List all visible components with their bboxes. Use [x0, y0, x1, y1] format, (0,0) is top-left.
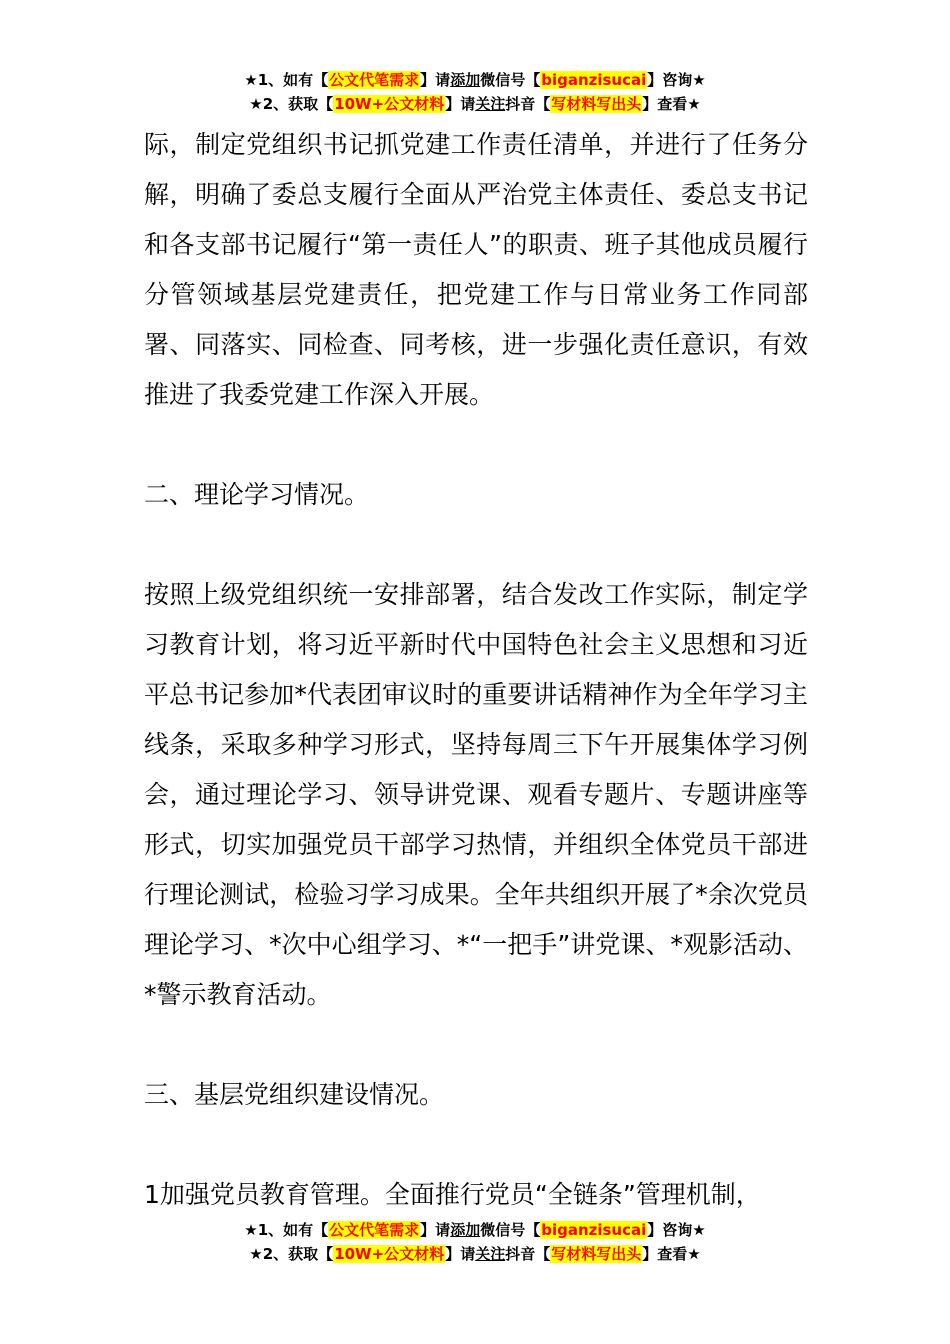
promo-highlight: 公文代笔需求: [329, 71, 420, 89]
promo-text: 】咨询★: [647, 71, 706, 89]
paragraph-spacer: [144, 1020, 808, 1070]
promo-text: ★2、获取【: [249, 1245, 334, 1263]
promo-text: 微信号【: [480, 1221, 541, 1239]
promo-highlight: biganzisucai: [541, 1221, 647, 1239]
promo-text: 抖音【: [505, 95, 551, 113]
paragraph-spacer: [144, 520, 808, 570]
promo-text: ★2、获取【: [249, 95, 334, 113]
promo-highlight: 10W+公文材料: [334, 95, 445, 113]
promo-text: 抖音【: [505, 1245, 551, 1263]
promo-text: ★1、如有【: [244, 71, 329, 89]
promo-highlight: 写材料写出头: [551, 1245, 642, 1263]
promo-banner-top: [0, 68, 950, 116]
promo-highlight: biganzisucai: [541, 71, 647, 89]
paragraph-spacer: [144, 1120, 808, 1170]
document-body: [144, 120, 808, 1220]
paragraph-spacer: [144, 420, 808, 470]
section-heading-grassroots: 三、基层党组织建设情况。: [144, 1080, 445, 1109]
paragraph-theory-study: 按照上级党组织统一安排部署，结合发改工作实际，制定学习教育计划，将习近平新时代中国特色社会主义思想和习近平总书记参加*代表团审议时的重要讲话精神作为全年学习主线条，采取多种学习形式，坚持每周三下午开展集体学习例会，通过理论学习、领导讲党课、观看专题片、专题讲座等形式，切实加强党员干部学习热情，并组织全体党员干部进行理论测试，检验习学习成果。全年共组织开展了*余次党员理论学习、*次中心组学习、*“一把手”讲党课、*观影活动、*警示教育活动。: [144, 580, 808, 1009]
promo-text: 】请: [420, 1221, 451, 1239]
promo-banner-bottom: [0, 1218, 950, 1266]
promo-text: 】查看★: [642, 95, 701, 113]
promo-line-2: [0, 92, 950, 116]
promo-text: 】请: [420, 71, 451, 89]
promo-text: 】请: [445, 1245, 476, 1263]
promo-underlined: 关注: [475, 95, 506, 113]
paragraph-member-management: 1加强党员教育管理。全面推行党员“全链条”管理机制，: [144, 1180, 761, 1209]
promo-text: 】查看★: [642, 1245, 701, 1263]
promo-text: 微信号【: [480, 71, 541, 89]
paragraph-party-responsibility: 际，制定党组织书记抓党建工作责任清单，并进行了任务分解，明确了委总支履行全面从严治党主体责任、委总支书记和各支部书记履行“第一责任人”的职责、班子其他成员履行分管领域基层党建责任，把党建工作与日常业务工作同部署、同落实、同检查、同考核，进一步强化责任意识，有效推进了我委党建工作深入开展。: [144, 130, 808, 409]
promo-underlined: 添加: [450, 71, 481, 89]
promo-line-2: [0, 1242, 950, 1266]
promo-underlined: 添加: [450, 1221, 481, 1239]
section-heading-theory-study: 二、理论学习情况。: [144, 480, 370, 509]
promo-text: 】请: [445, 95, 476, 113]
promo-line-1: [0, 68, 950, 92]
promo-text: ★1、如有【: [244, 1221, 329, 1239]
promo-line-1: [0, 1218, 950, 1242]
promo-text: 】咨询★: [647, 1221, 706, 1239]
promo-highlight: 10W+公文材料: [334, 1245, 445, 1263]
promo-underlined: 关注: [475, 1245, 506, 1263]
promo-highlight: 写材料写出头: [551, 95, 642, 113]
promo-highlight: 公文代笔需求: [329, 1221, 420, 1239]
